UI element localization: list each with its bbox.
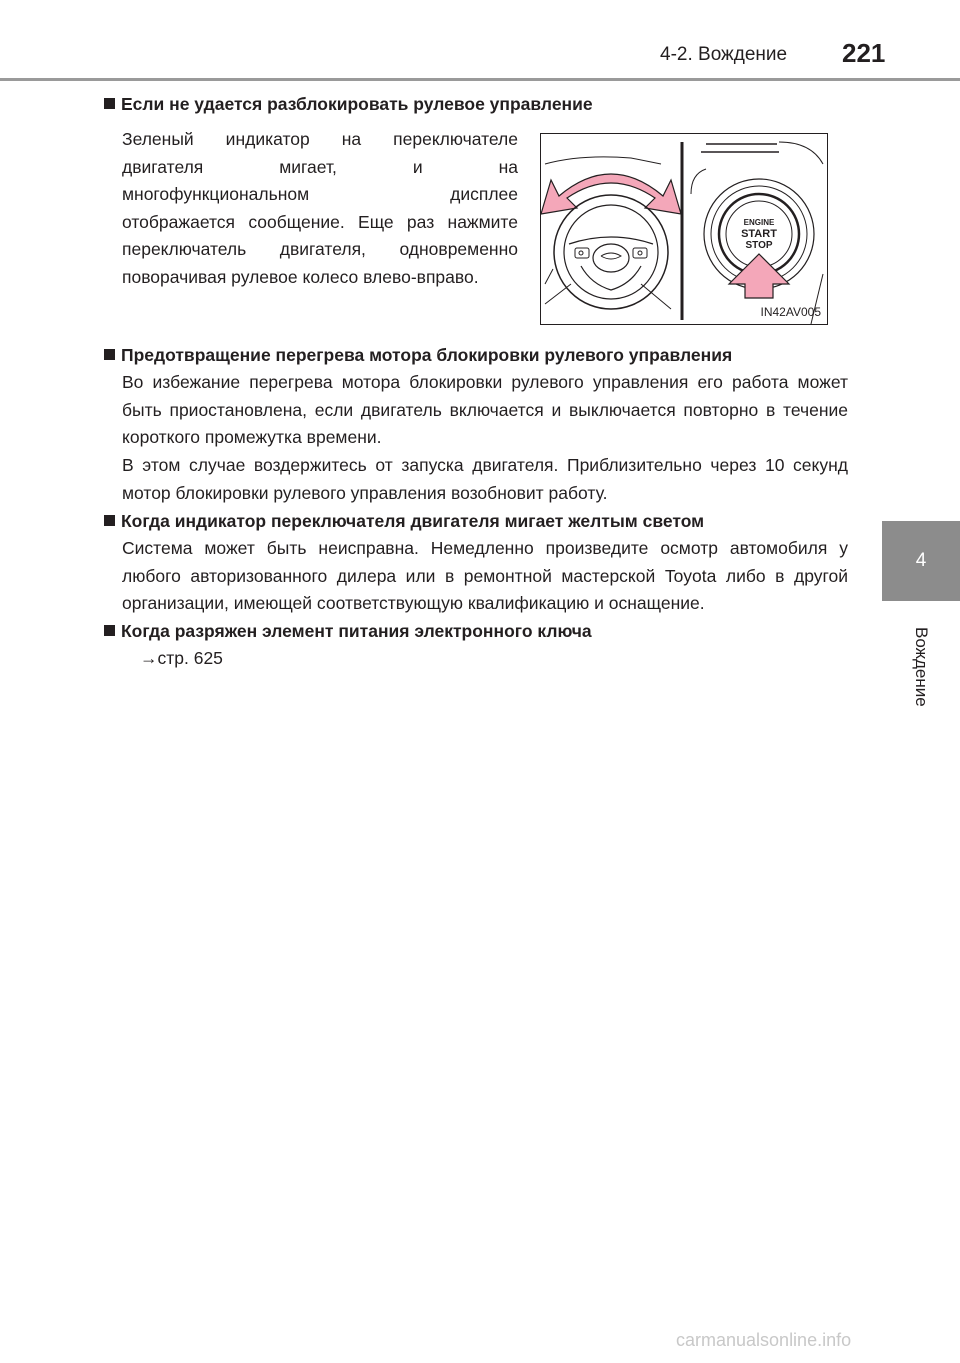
paragraph-overheat-1: Во избежание перегрева мотора блокировки рулевого управления его работа может быть приостановлена, если двигатель включается и выключается повторно в течение короткого промежутка времени. xyxy=(122,372,848,447)
button-label-start: START xyxy=(741,228,777,240)
section-heading-unlock-steering: Если не удается разблокировать рулевое управление xyxy=(104,94,593,115)
header-divider xyxy=(0,78,960,81)
page-reference-link[interactable]: →стр. 625 xyxy=(140,648,223,668)
intro-line: поворачивая рулевое колесо влево-вправо. xyxy=(122,266,479,287)
square-bullet-icon xyxy=(104,349,115,360)
intro-line: отображается сообщение. Еще раз нажмите xyxy=(122,211,518,232)
button-label-stop: STOP xyxy=(745,240,773,251)
chapter-label xyxy=(895,612,947,722)
illustration-drawing xyxy=(541,134,827,324)
section-intro-text xyxy=(122,126,518,291)
press-arrow-icon xyxy=(729,254,789,298)
intro-line: переключатель двигателя, одновременно xyxy=(122,239,518,259)
intro-line: Зеленый индикатор на переключателе xyxy=(122,129,518,149)
header-section-title: 4-2. Вождение xyxy=(660,44,788,65)
watermark: carmanualsonline.info xyxy=(676,1330,852,1350)
chapter-tab xyxy=(882,521,960,601)
square-bullet-icon xyxy=(104,625,115,636)
intro-line: многофункциональном дисплее xyxy=(122,184,518,204)
chapter-label-text: Вождение xyxy=(912,627,931,707)
steering-engine-switch-illustration xyxy=(540,133,828,325)
square-bullet-icon xyxy=(104,98,115,109)
page-number: 221 xyxy=(842,38,886,68)
steering-wheel-icon xyxy=(554,195,668,309)
paragraph-overheat-2: В этом случае воздержитесь от запуска двигателя. Приблизительно через 10 секунд мотор блокировки рулевого управления возобновит работу. xyxy=(122,455,848,503)
square-bullet-icon xyxy=(104,515,115,526)
rotate-arrow-icon xyxy=(541,174,681,214)
section-heading-key-battery: Когда разряжен элемент питания электронного ключа xyxy=(104,621,592,642)
section-heading-yellow-indicator: Когда индикатор переключателя двигателя мигает желтым светом xyxy=(104,511,704,532)
section-heading-overheat: Предотвращение перегрева мотора блокировки рулевого управления xyxy=(104,345,732,366)
intro-line: двигателя мигает, и на xyxy=(122,156,518,177)
chapter-number: 4 xyxy=(915,550,927,571)
figure-code: IN42AV005 xyxy=(760,305,821,319)
paragraph-yellow-indicator: Система может быть неисправна. Немедленно произведите осмотр автомобиля у любого авторизованного дилера или в ремонтной мастерской Toyota либо в другой организации, имеющей соответствующую квалификацию и оснащение. xyxy=(122,538,848,613)
button-label-engine: ENGINE xyxy=(743,218,775,227)
